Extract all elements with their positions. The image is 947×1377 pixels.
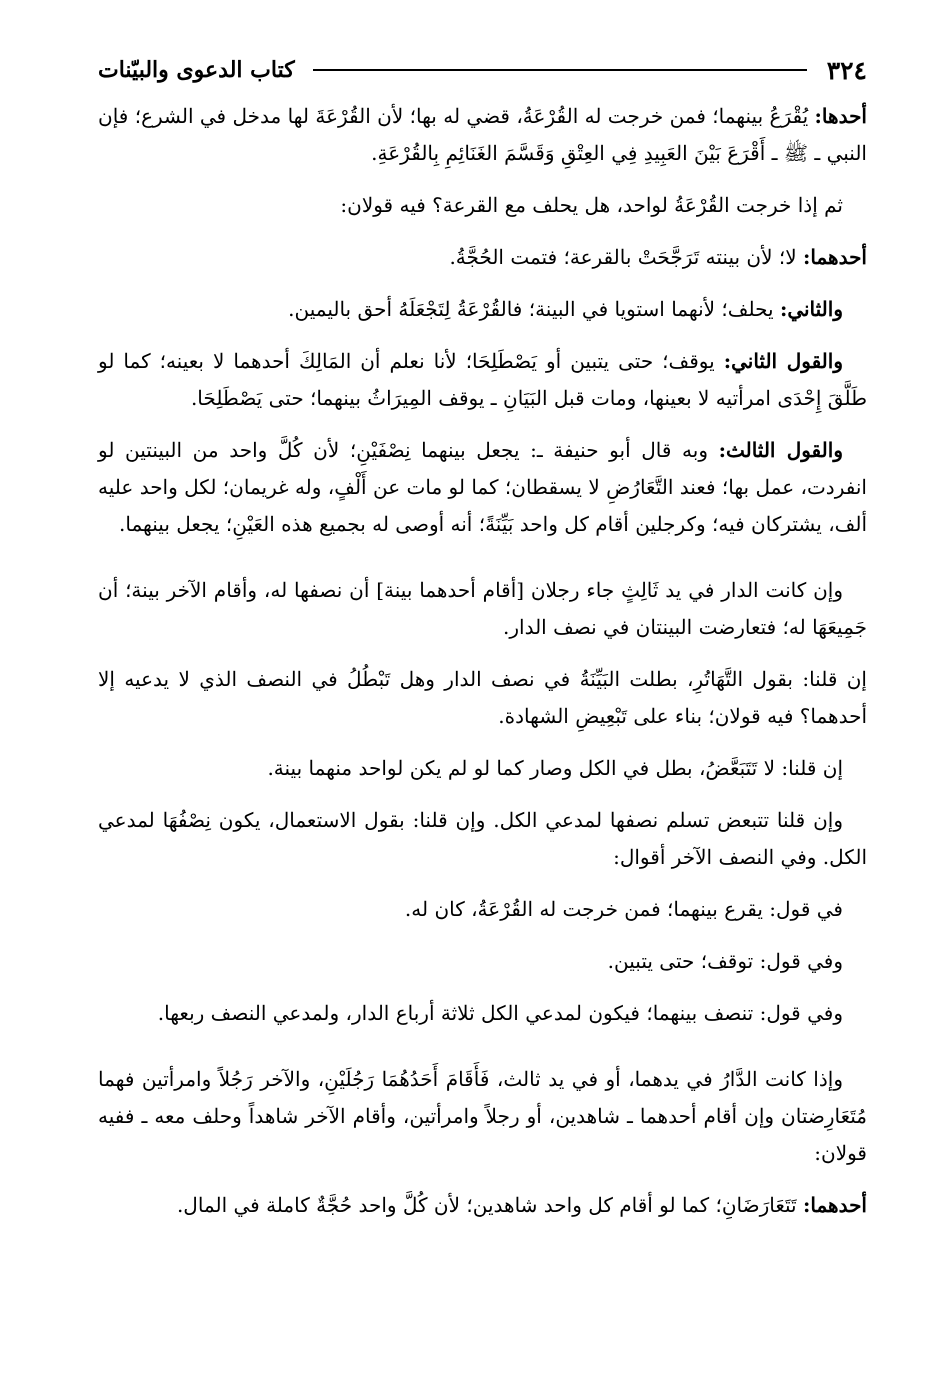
paragraph	[98, 291, 867, 328]
page-header	[98, 52, 867, 88]
paragraph	[98, 943, 867, 980]
paragraph	[98, 661, 867, 735]
paragraph-lead: والقول الثاني:	[723, 349, 843, 373]
paragraph-text: إن قلنا: لا تَتَبَعَّضُ، بطل في الكل وصار كما لو لم يكن لواحد منهما بينة.	[267, 756, 843, 780]
section-gap	[98, 1047, 867, 1061]
paragraph-text: وفي قول: تنصف بينهما؛ فيكون لمدعي الكل ثلاثة أرباع الدار، ولمدعي النصف ربعها.	[157, 1001, 843, 1025]
paragraph-lead: أحدهما:	[802, 1193, 867, 1217]
paragraph-text: لا؛ لأن بينته تَرَجَّحَتْ بالقرعة؛ فتمت الحُجَّةُ.	[449, 245, 803, 269]
paragraph-text: يوقف؛ حتى يتبين أو يَصْطَلِحَا؛ لأنا نعلم أن المَالِكَ أحدهما لا بعينه؛ كما لو طَلَّقَ إِحْدَى امرأتيه لا بعينها، ومات قبل البَيَانِ ـ يوقف المِيرَاثُ بينهما؛ حتى يَصْطَلِحَا.	[98, 349, 867, 410]
header-rule	[313, 69, 807, 71]
body-text	[98, 98, 867, 1224]
paragraph	[98, 1061, 867, 1172]
paragraph-text: وإن كانت الدار في يد ثَالِثٍ جاء رجلان [أقام أحدهما بينة] أن نصفها له، وأقام الآخر بينة؛ أن جَمِيعَهَا له؛ فتعارضت البينتان في نصف الدار.	[98, 578, 867, 639]
paragraph-lead: والقول الثالث:	[718, 438, 843, 462]
paragraph	[98, 98, 867, 172]
running-title: كتاب الدعوى والبيّنات	[98, 57, 295, 83]
paragraph	[98, 343, 867, 417]
paragraph-lead: أحدها:	[814, 104, 867, 128]
paragraph-text: وبه قال أبو حنيفة ـ: يجعل بينهما نِصْفَيْنِ؛ لأن كُلَّ واحد من البينتين لو انفردت، عمل بها؛ فعند التَّعَارُضِ لا يسقطان؛ كما لو مات عن أَلْفٍ، وله غريمان؛ لكل واحد عليه ألف، يشتركان فيه؛ وكرجلين أقام كل واحد بَيِّنَةً؛ أنه أوصى له بجميع هذه العَيْنِ؛ يجعل بينهما.	[98, 438, 867, 536]
section-gap	[98, 558, 867, 572]
paragraph-text: تَتَعَارَضَانِ؛ كما لو أقام كل واحد شاهدين؛ لأن كُلَّ واحد حُجَّةٌ كاملة في المال.	[176, 1193, 803, 1217]
paragraph	[98, 891, 867, 928]
page-number: ٣٢٤	[826, 55, 867, 85]
paragraph-lead: والثاني:	[779, 297, 843, 321]
paragraph-lead: أحدهما:	[802, 245, 867, 269]
paragraph-text: ثم إذا خرجت القُرْعَةُ لواحد، هل يحلف مع القرعة؟ فيه قولان:	[340, 193, 843, 217]
paragraph	[98, 1187, 867, 1224]
paragraph-text: إن قلنا: بقول التَّهَاتُرِ، بطلت البَيِّنَةُ في نصف الدار وهل تَبْطُلُ في النصف الذي لا يدعيه إلا أحدهما؟ فيه قولان؛ بناء على تَبْعِيضِ الشهادة.	[98, 667, 867, 728]
paragraph-text: وإذا كانت الدَّارُ في يدهما، أو في يد ثالث، فَأَقَامَ أَحَدُهُمَا رَجُلَيْنِ، والآخر رَجُلاً وامرأتين فهما مُتَعَارِضتان وإن أقام أحدهما ـ شاهدين، أو رجلاً وامرأتين، وأقام الآخر شاهداً وحلف معه ـ ففيه قولان:	[98, 1067, 867, 1165]
paragraph	[98, 187, 867, 224]
paragraph	[98, 432, 867, 543]
paragraph	[98, 802, 867, 876]
paragraph-text: وفي قول: توقف؛ حتى يتبين.	[607, 949, 843, 973]
paragraph-text: يحلف؛ لأنهما استويا في البينة؛ فالقُرْعَةُ لِتَجْعَلَهُ أحق باليمين.	[288, 297, 780, 321]
paragraph	[98, 239, 867, 276]
paragraph-text: يُقْرَعُ بينهما؛ فمن خرجت له القُرْعَةُ، قضي له بها؛ لأن القُرْعَةَ لها مدخل في الشرع؛ فإن النبي ـ ﷺ ـ أَقْرَعَ بَيْنَ العَبِيدِ فِي العِتْقِ وَقَسَّمَ الغَنَائِمِ بِالقُرْعَةِ.	[98, 104, 867, 165]
paragraph	[98, 995, 867, 1032]
paragraph	[98, 572, 867, 646]
paragraph-text: في قول: يقرع بينهما؛ فمن خرجت له القُرْعَةُ، كان له.	[404, 897, 843, 921]
paragraph-text: وإن قلنا تتبعض تسلم نصفها لمدعي الكل. وإن قلنا: بقول الاستعمال، يكون نِصْفُهَا لمدعي الكل. وفي النصف الآخر أقوال:	[98, 808, 867, 869]
paragraph	[98, 750, 867, 787]
